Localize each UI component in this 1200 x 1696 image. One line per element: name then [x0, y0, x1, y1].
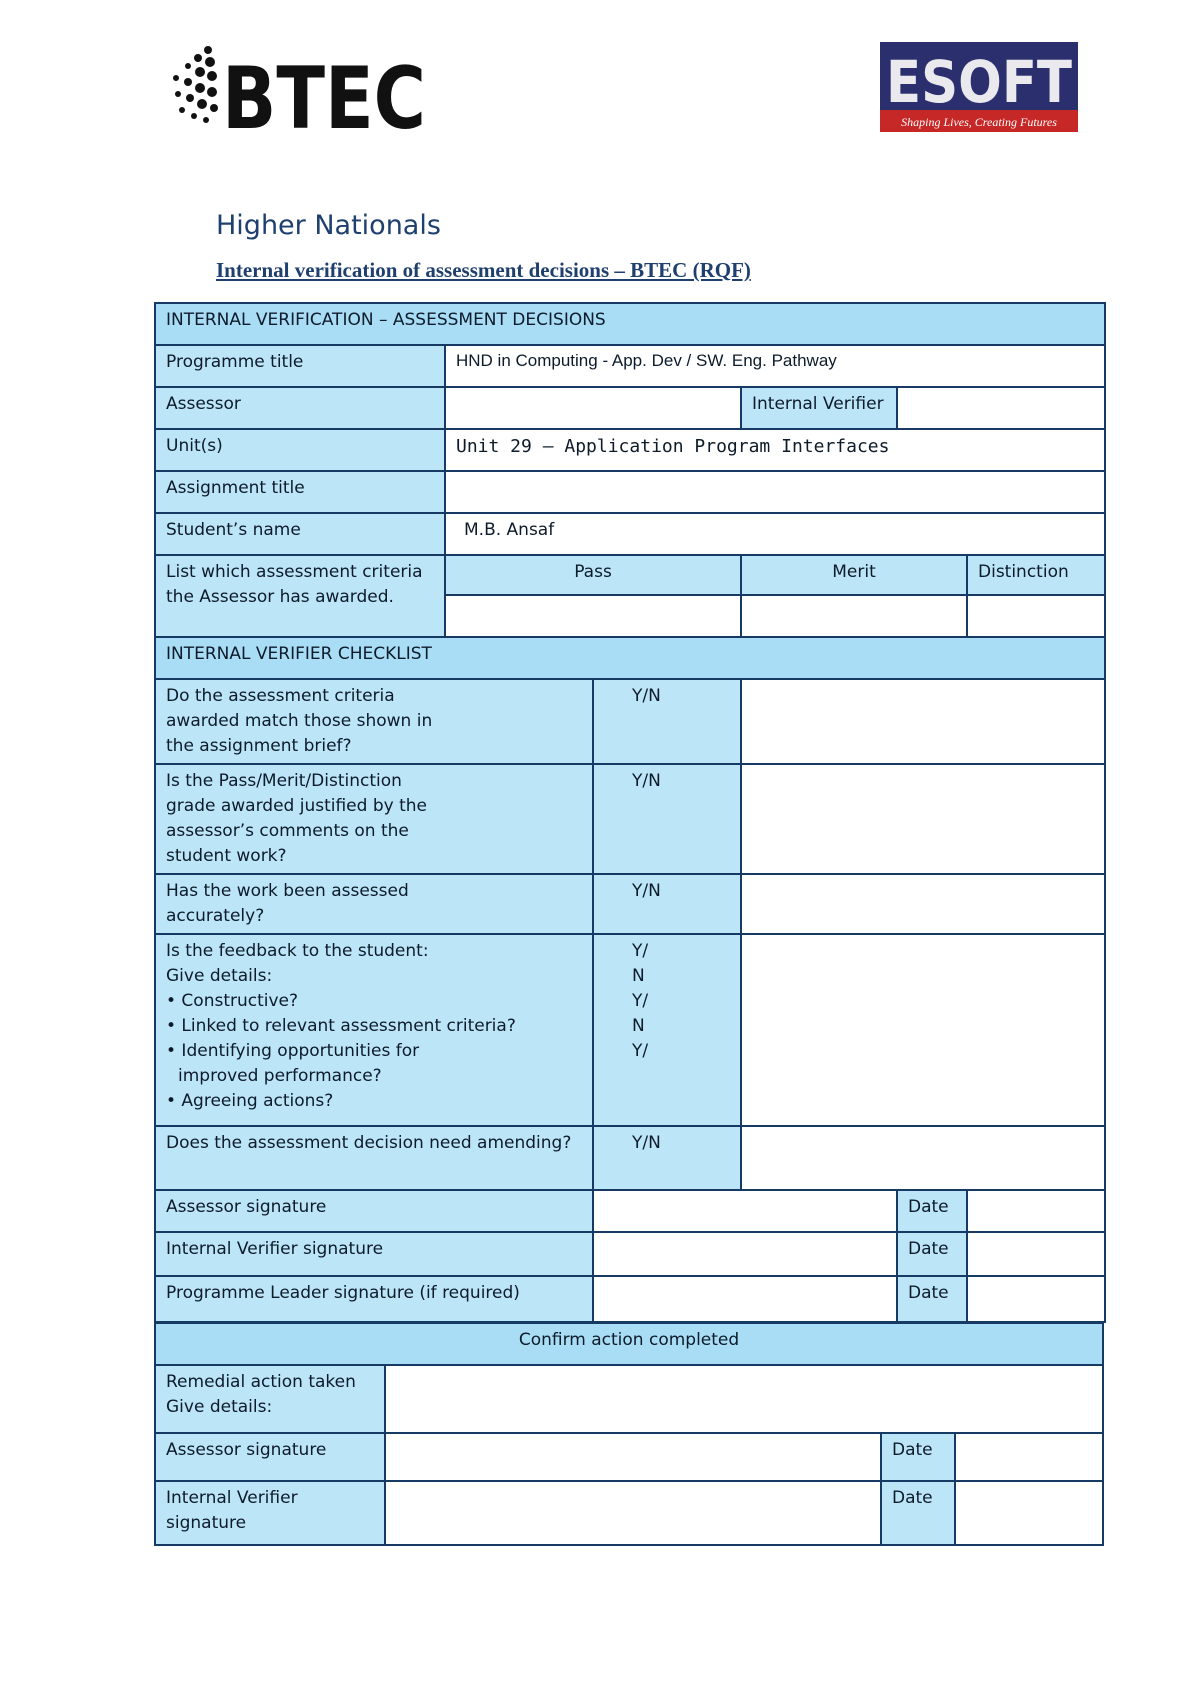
- distinction-header: Distinction: [967, 555, 1105, 595]
- programme-title-label: Programme title: [155, 345, 445, 387]
- internal-verifier-field[interactable]: [897, 387, 1105, 429]
- units-field[interactable]: Unit 29 – Application Program Interfaces: [445, 429, 1105, 471]
- esoft-logo: [880, 42, 1078, 132]
- assessor-signature-date-label: Date: [897, 1190, 967, 1232]
- q4-answer-4: N: [632, 1016, 645, 1036]
- checklist-q1-comment[interactable]: [741, 679, 1105, 764]
- internal-verifier-label: Internal Verifier: [741, 387, 897, 429]
- assessor-signature-date-field[interactable]: [967, 1190, 1105, 1232]
- checklist-q5-answer[interactable]: Y/N: [593, 1126, 741, 1190]
- q4-bullet-agreeing: • Agreeing actions?: [166, 1091, 334, 1111]
- q4-details: Give details:: [166, 966, 273, 986]
- confirm-assessor-signature-label: Assessor signature: [155, 1433, 385, 1481]
- confirm-action-table: [154, 1322, 1104, 1546]
- checklist-q1-answer[interactable]: Y/N: [593, 679, 741, 764]
- q4-intro: Is the feedback to the student:: [166, 941, 429, 961]
- assessor-label: Assessor: [155, 387, 445, 429]
- confirm-assessor-date-label: Date: [881, 1433, 955, 1481]
- checklist-q3-answer[interactable]: Y/N: [593, 874, 741, 934]
- assignment-title-label: Assignment title: [155, 471, 445, 513]
- q4-answer-3: Y/: [632, 991, 649, 1011]
- q4-bullet-opportunities: • Identifying opportunities for: [166, 1041, 420, 1061]
- confirm-iv-label-line2: signature: [166, 1513, 247, 1533]
- distinction-field[interactable]: [967, 595, 1105, 637]
- criteria-awarded-label: List which assessment criteria the Assessor has awarded.: [155, 555, 445, 637]
- q4-answer-2: N: [632, 966, 645, 986]
- btec-logo: [168, 44, 428, 149]
- pl-signature-label: Programme Leader signature (if required): [155, 1276, 593, 1322]
- q4-bullet-linked: • Linked to relevant assessment criteria?: [166, 1016, 516, 1036]
- confirm-iv-date-label: Date: [881, 1481, 955, 1545]
- remedial-action-label: [155, 1365, 385, 1433]
- svg-text:ESOFT: ESOFT: [886, 48, 1073, 116]
- confirm-header: Confirm action completed: [155, 1323, 1103, 1365]
- assignment-title-field[interactable]: [445, 471, 1105, 513]
- checklist-q2: Is the Pass/Merit/Distinction grade awarded justified by the assessor’s comments on the student work?: [155, 764, 445, 874]
- remedial-action-field[interactable]: [385, 1365, 1103, 1433]
- pl-signature-date-field[interactable]: [967, 1276, 1105, 1322]
- student-name-label: Student’s name: [155, 513, 445, 555]
- pass-field[interactable]: [445, 595, 741, 637]
- svg-text:Shaping Lives, Creating Future: Shaping Lives, Creating Futures: [901, 115, 1057, 129]
- assessor-signature-field[interactable]: [593, 1190, 897, 1232]
- section-header-checklist: INTERNAL VERIFIER CHECKLIST: [155, 637, 1105, 679]
- svg-text:BTEC: BTEC: [222, 49, 426, 149]
- checklist-q3-comment[interactable]: [741, 874, 1105, 934]
- remedial-action-label-line1: Remedial action taken: [166, 1372, 356, 1392]
- iv-signature-label: Internal Verifier signature: [155, 1232, 593, 1276]
- confirm-iv-signature-field[interactable]: [385, 1481, 881, 1545]
- merit-header: Merit: [741, 555, 967, 595]
- programme-title-field[interactable]: HND in Computing - App. Dev / SW. Eng. Pathway: [445, 345, 1105, 387]
- checklist-q2-comment[interactable]: [741, 764, 1105, 874]
- section-header-decisions: INTERNAL VERIFICATION – ASSESSMENT DECISIONS: [155, 303, 1105, 345]
- iv-signature-field[interactable]: [593, 1232, 897, 1276]
- student-name-field[interactable]: M.B. Ansaf: [445, 513, 1105, 555]
- confirm-assessor-signature-field[interactable]: [385, 1433, 881, 1481]
- remedial-action-label-line2: Give details:: [166, 1397, 273, 1417]
- confirm-assessor-date-field[interactable]: [955, 1433, 1103, 1481]
- pl-signature-date-label: Date: [897, 1276, 967, 1322]
- confirm-iv-label-line1: Internal Verifier: [166, 1488, 298, 1508]
- q4-bullet-opportunities-cont: improved performance?: [178, 1066, 382, 1086]
- confirm-iv-date-field[interactable]: [955, 1481, 1103, 1545]
- assessor-signature-label: Assessor signature: [155, 1190, 593, 1232]
- q4-answer-1: Y/: [632, 941, 649, 961]
- confirm-iv-signature-label: [155, 1481, 385, 1545]
- iv-signature-date-label: Date: [897, 1232, 967, 1276]
- checklist-q4-answers[interactable]: [593, 934, 741, 1126]
- checklist-q2-answer[interactable]: Y/N: [593, 764, 741, 874]
- checklist-q1: Do the assessment criteria awarded match those shown in the assignment brief?: [155, 679, 445, 764]
- q4-answer-5: Y/: [632, 1041, 649, 1061]
- iv-signature-date-field[interactable]: [967, 1232, 1105, 1276]
- checklist-q5-comment[interactable]: [741, 1126, 1105, 1190]
- units-label: Unit(s): [155, 429, 445, 471]
- pass-header: Pass: [445, 555, 741, 595]
- checklist-q4: [155, 934, 593, 1126]
- page-subtitle: Internal verification of assessment decisions – BTEC (RQF): [216, 258, 751, 282]
- checklist-q3: Has the work been assessed accurately?: [155, 874, 445, 934]
- assessor-field[interactable]: [445, 387, 741, 429]
- checklist-q4-comment[interactable]: [741, 934, 1105, 1126]
- assessment-decisions-table: [154, 302, 1106, 1323]
- q4-bullet-constructive: • Constructive?: [166, 991, 299, 1011]
- checklist-q5: Does the assessment decision need amending?: [155, 1126, 593, 1190]
- page-title: Higher Nationals: [216, 210, 441, 241]
- pl-signature-field[interactable]: [593, 1276, 897, 1322]
- merit-field[interactable]: [741, 595, 967, 637]
